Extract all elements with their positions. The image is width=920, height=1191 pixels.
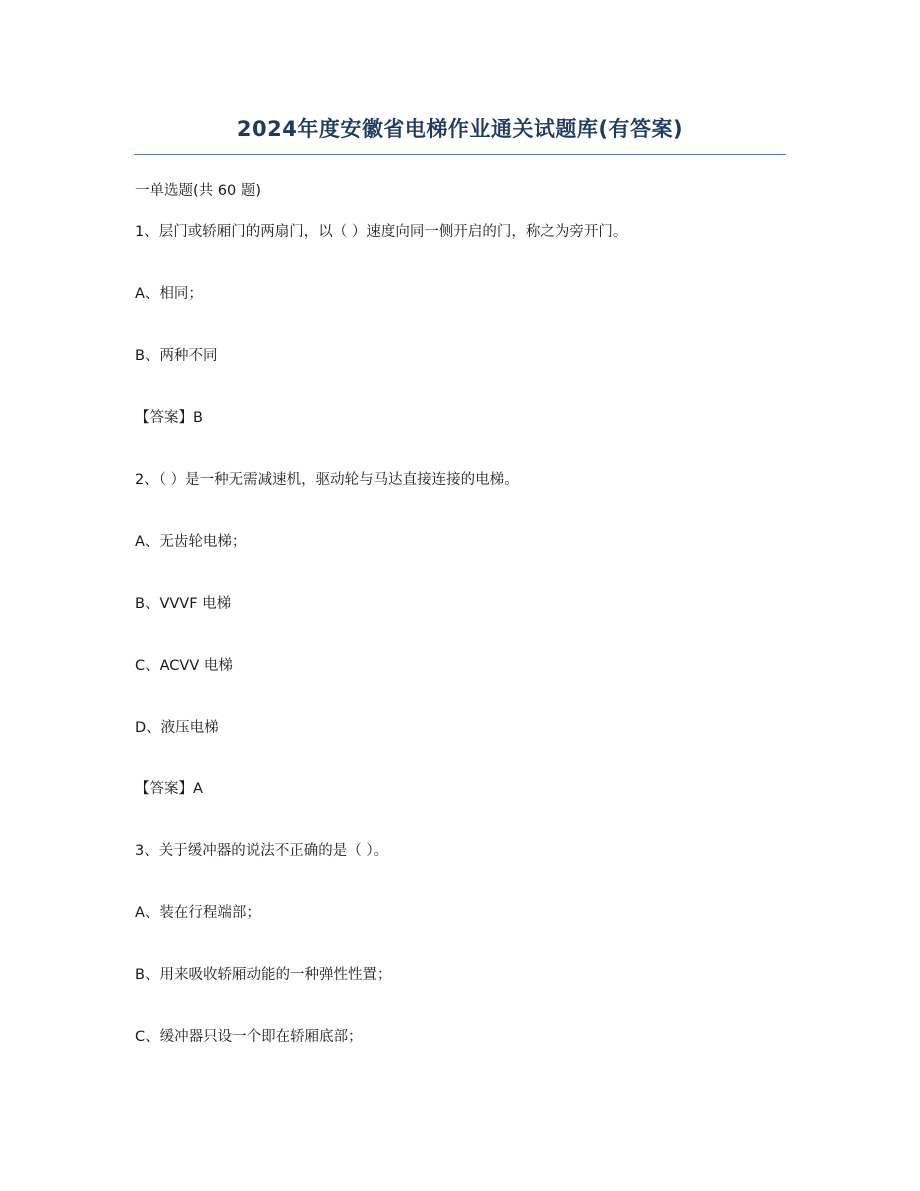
option-item: B、用来吸收轿厢动能的一种弹性性置； <box>135 967 392 983</box>
option-item: A、相同； <box>135 286 203 302</box>
option-item: C、缓冲器只设一个即在轿厢底部； <box>135 1029 363 1045</box>
question-text: 1、层门或轿厢门的两扇门，以（ ）速度向同一侧开启的门，称之为旁开门。 <box>135 224 628 240</box>
question-text: 3、关于缓冲器的说法不正确的是（ ）。 <box>135 843 389 859</box>
answer-label: 【答案】A <box>135 781 203 797</box>
answer-label: 【答案】B <box>135 410 203 426</box>
option-item: B、两种不同 <box>135 348 218 364</box>
option-item: A、无齿轮电梯； <box>135 534 247 550</box>
question-text: 2、（ ）是一种无需减速机，驱动轮与马达直接连接的电梯。 <box>135 472 519 488</box>
option-item: D、液压电梯 <box>135 720 219 736</box>
section-heading: 一单选题(共 60 题) <box>135 183 261 199</box>
option-item: B、VVVF 电梯 <box>135 596 232 612</box>
page-title: 2024年度安徽省电梯作业通关试题库(有答案) <box>236 117 684 141</box>
option-item: A、装在行程端部； <box>135 905 261 921</box>
option-item: C、ACVV 电梯 <box>135 658 233 674</box>
title-divider <box>134 154 786 155</box>
